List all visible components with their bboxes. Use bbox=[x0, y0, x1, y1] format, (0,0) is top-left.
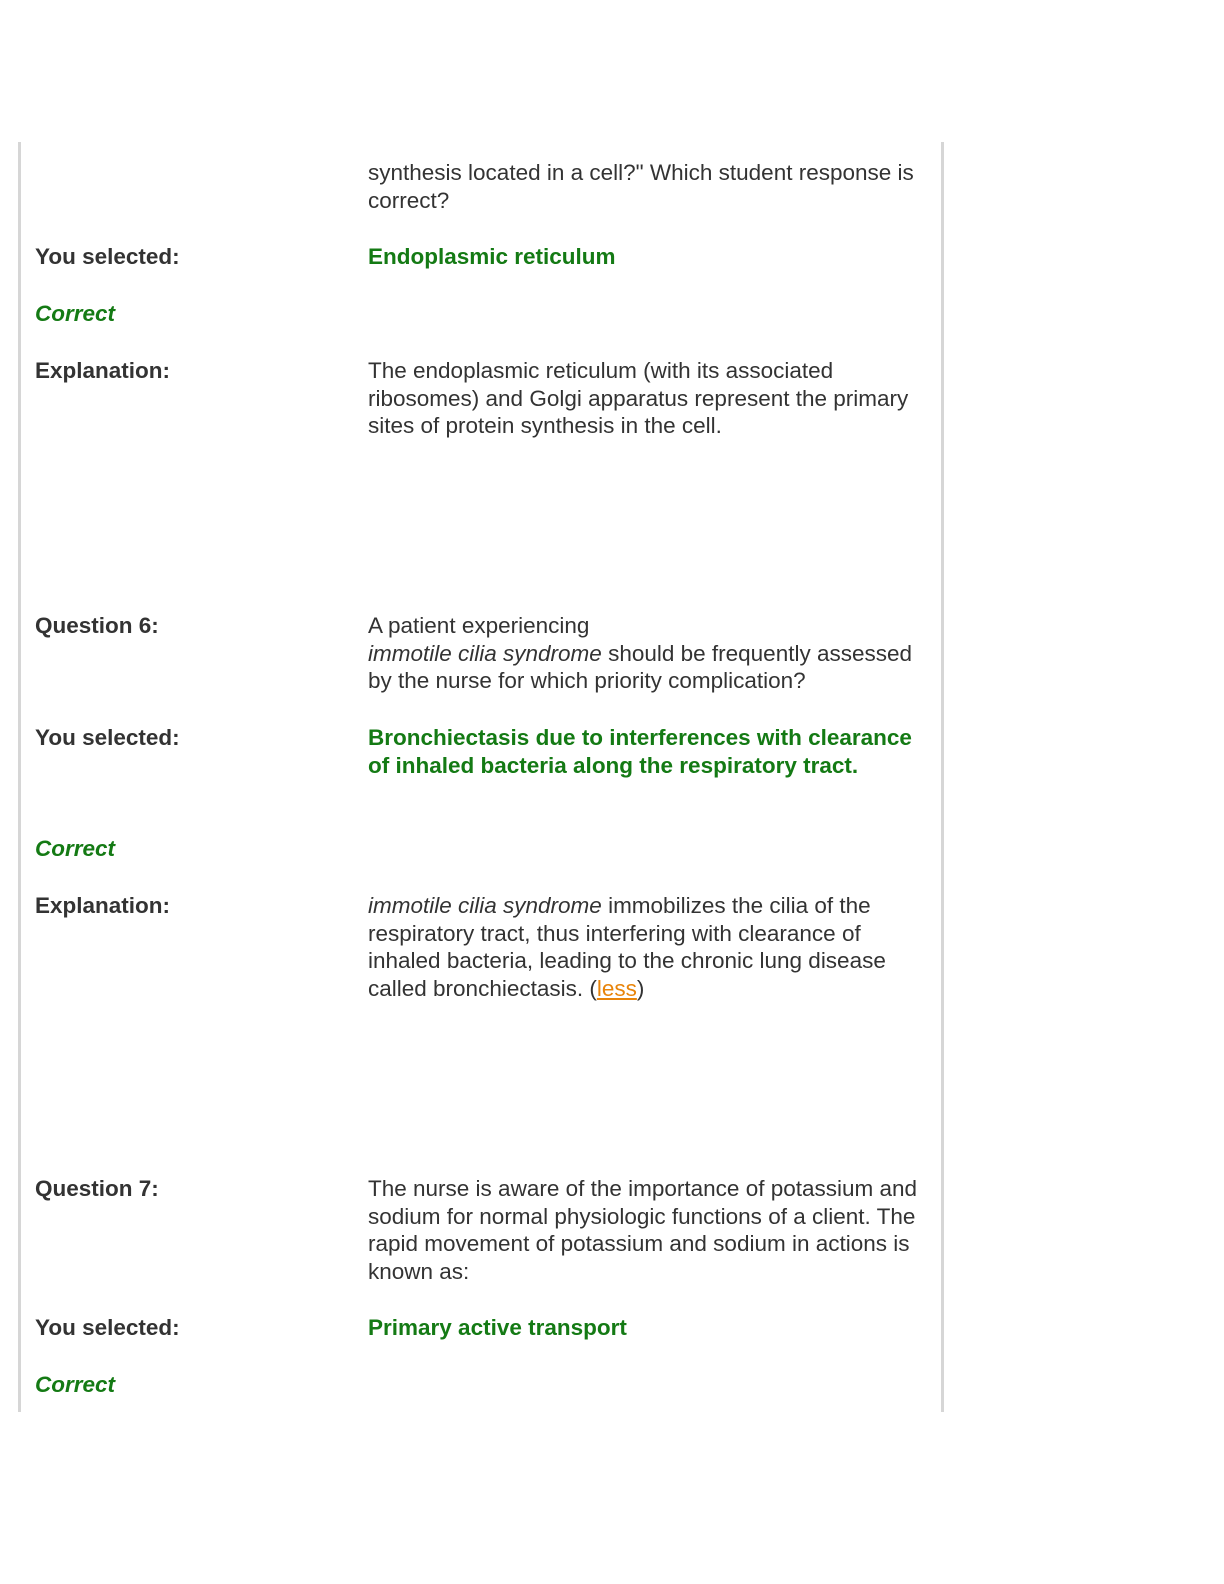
result-correct: Correct bbox=[35, 1372, 116, 1397]
quiz-results-panel bbox=[18, 142, 944, 1412]
explanation-italic-term: immotile cilia syndrome bbox=[368, 893, 602, 918]
selected-answer: Primary active transport bbox=[368, 1315, 627, 1340]
less-link[interactable]: less bbox=[596, 975, 637, 1001]
result-correct: Correct bbox=[35, 836, 116, 861]
explanation-text: The endoplasmic reticulum (with its associated ribosomes) and Golgi apparatus represent the primary sites of protein synthesis in the cell. bbox=[368, 358, 909, 438]
selected-answer: Bronchiectasis due to interferences with clearance of inhaled bacteria along the respiratory tract. bbox=[368, 725, 912, 778]
question-number-label: Question 7: bbox=[35, 1176, 159, 1201]
you-selected-label: You selected: bbox=[35, 244, 180, 269]
question-6-text bbox=[368, 612, 933, 695]
question-6-italic-term: immotile cilia syndrome bbox=[368, 640, 602, 666]
question-7-text: The nurse is aware of the importance of potassium and sodium for normal physiologic functions of a client. The rapid movement of potassium and sodium in actions is known as: bbox=[368, 1176, 918, 1284]
result-correct: Correct bbox=[35, 301, 116, 326]
question-5-text: synthesis located in a cell?" Which student response is correct? bbox=[368, 160, 914, 213]
question-6-text-part1: A patient experiencing bbox=[368, 613, 590, 638]
you-selected-label: You selected: bbox=[35, 1315, 180, 1340]
explanation-text bbox=[368, 892, 933, 1002]
explanation-label: Explanation: bbox=[35, 893, 171, 918]
explanation-close: ) bbox=[636, 975, 645, 1001]
explanation-label: Explanation: bbox=[35, 358, 171, 383]
explanation-body: immobilizes the cilia of the respiratory tract, thus interfering with clearance of inhaled bacteria, leading to the chronic lung disease called bronchiectasis. ( bbox=[368, 893, 886, 1001]
question-number-label: Question 6: bbox=[35, 613, 159, 638]
question-6-text-part2: should be frequently assessed by the nurse for which priority complication? bbox=[368, 640, 913, 693]
you-selected-label: You selected: bbox=[35, 725, 180, 750]
selected-answer: Endoplasmic reticulum bbox=[368, 244, 616, 269]
